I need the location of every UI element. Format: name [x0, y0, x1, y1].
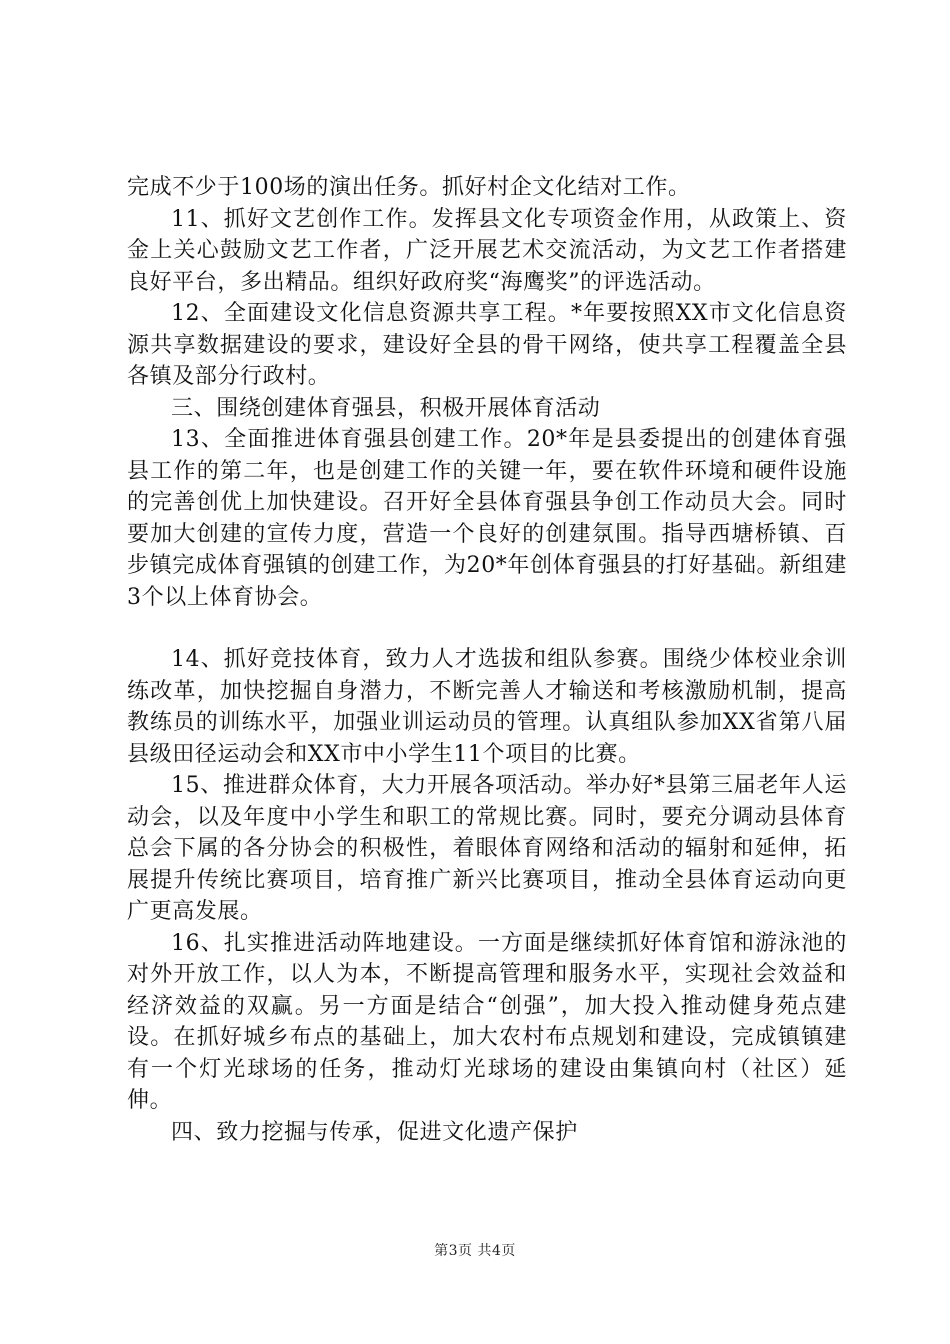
paragraph-item-11: 11、抓好文艺创作工作。发挥县文化专项资金作用，从政策上、资金上关心鼓励文艺工作者，广泛开展艺术交流活动，为文艺工作者搭建良好平台，多出精品。组织好政府奖“海鹰奖”的评选活动。 [127, 206, 847, 295]
paragraph-item-15: 15、推进群众体育，大力开展各项活动。举办好*县第三届老年人运动会，以及年度中小学生和职工的常规比赛。同时，要充分调动县体育总会下属的各分协会的积极性，着眼体育网络和活动的辐射和延伸，拓展提升传统比赛项目，培育推广新兴比赛项目，推动全县体育运动向更广更高发展。 [127, 773, 847, 924]
document-body [127, 172, 847, 1148]
paragraph-item-13: 13、全面推进体育强县创建工作。20*年是县委提出的创建体育强县工作的第二年，也是创建工作的关键一年，要在软件环境和硬件设施的完善创优上加快建设。召开好全县体育强县争创工作动员大会。同时要加大创建的宣传力度，营造一个良好的创建氛围。指导西塘桥镇、百步镇完成体育强镇的创建工作，为20*年创体育强县的打好基础。新组建3个以上体育协会。 [127, 427, 847, 610]
paragraph-item-12: 12、全面建设文化信息资源共享工程。*年要按照XX市文化信息资源共享数据建设的要求，建设好全县的骨干网络，使共享工程覆盖全县各镇及部分行政村。 [127, 301, 847, 389]
page-footer: 第3页 共4页 [434, 1243, 516, 1259]
paragraph-item-16: 16、扎实推进活动阵地建设。一方面是继续抓好体育馆和游泳池的对外开放工作，以人为本，不断提高管理和服务水平，实现社会效益和经济效益的双赢。另一方面是结合“创强”，加大投入推动健身苑点建设。在抓好城乡布点的基础上，加大农村布点规划和建设，完成镇镇建有一个灯光球场的任务，推动灯光球场的建设由集镇向村（社区）延伸。 [127, 930, 847, 1113]
paragraph-continuation: 完成不少于100场的演出任务。抓好村企文化结对工作。 [127, 175, 691, 200]
paragraph-item-14: 14、抓好竞技体育，致力人才选拔和组队参赛。围绕少体校业余训练改革，加快挖掘自身潜力，不断完善人才输送和考核激励机制，提高教练员的训练水平，加强业训运动员的管理。认真组队参加XX省第八届县级田径运动会和XX市中小学生11个项目的比赛。 [127, 647, 847, 767]
section-heading-4: 四、致力挖掘与传承，促进文化遗产保护 [171, 1119, 578, 1145]
section-heading-3: 三、围绕创建体育强县，积极开展体育活动 [171, 395, 601, 421]
